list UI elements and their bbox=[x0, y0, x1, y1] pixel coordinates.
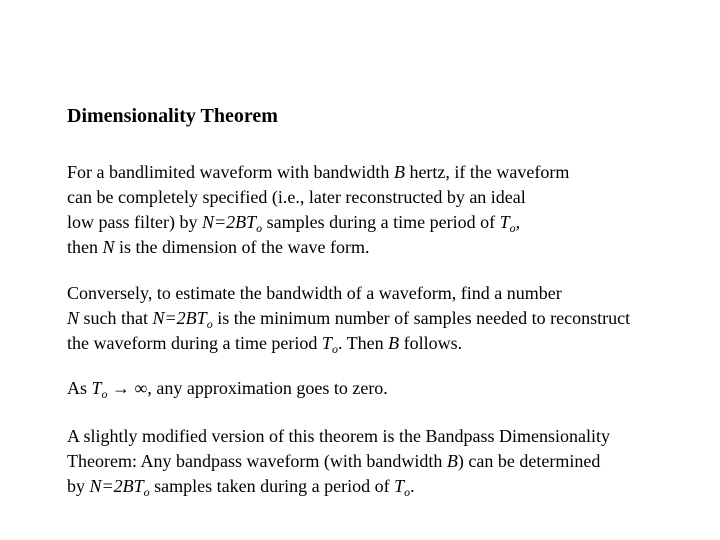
limit-expression: → ∞ bbox=[107, 378, 148, 398]
text: , bbox=[515, 212, 521, 232]
variable-n: N bbox=[67, 308, 80, 328]
text: A slightly modified version of this theorem is the Bandpass Dimensionality bbox=[67, 426, 610, 446]
subscript: o bbox=[101, 387, 108, 401]
text-line bbox=[67, 235, 569, 260]
text: Theorem: Any bandpass waveform (with bandwidth bbox=[67, 451, 447, 471]
subscript: o bbox=[256, 221, 263, 235]
variable-t: T bbox=[499, 212, 510, 232]
paragraph-converse bbox=[67, 281, 630, 356]
text: . bbox=[410, 476, 415, 496]
text-line bbox=[67, 331, 630, 356]
variable-b: B bbox=[388, 333, 400, 353]
subscript: o bbox=[404, 485, 411, 499]
text-line bbox=[67, 376, 388, 401]
subscript: o bbox=[509, 221, 516, 235]
paragraph-limit bbox=[67, 376, 388, 401]
variable-n: N bbox=[102, 237, 115, 257]
text: hertz, if the waveform bbox=[404, 162, 570, 182]
variable-b: B bbox=[446, 451, 458, 471]
slide-title: Dimensionality Theorem bbox=[67, 105, 278, 127]
variable-b: B bbox=[393, 162, 405, 182]
formula: N=2BT bbox=[201, 212, 257, 232]
text: For a bandlimited waveform with bandwidth bbox=[67, 162, 394, 182]
text-line bbox=[67, 160, 569, 185]
text-line bbox=[67, 281, 630, 306]
text: samples during a time period of bbox=[262, 212, 500, 232]
text: then bbox=[67, 237, 103, 257]
text: Conversely, to estimate the bandwidth of a waveform, find a number bbox=[67, 283, 562, 303]
subscript: o bbox=[206, 317, 213, 331]
subscript: o bbox=[331, 342, 338, 356]
variable-t: T bbox=[394, 476, 405, 496]
paragraph-definition bbox=[67, 160, 569, 260]
formula: N=2BT bbox=[89, 476, 144, 496]
paragraph-bandpass bbox=[67, 424, 610, 499]
formula: N=2BT bbox=[152, 308, 207, 328]
variable-t: T bbox=[321, 333, 332, 353]
text: is the minimum number of samples needed to reconstruct bbox=[212, 308, 631, 328]
text: , any approximation goes to zero. bbox=[147, 378, 388, 398]
text: low pass filter) by bbox=[67, 212, 202, 232]
text-line bbox=[67, 474, 610, 499]
text: can be completely specified (i.e., later reconstructed by an ideal bbox=[67, 187, 526, 207]
text: the waveform during a time period bbox=[67, 333, 322, 353]
text: by bbox=[67, 476, 90, 496]
text: ) can be determined bbox=[457, 451, 601, 471]
text-line bbox=[67, 306, 630, 331]
text-line bbox=[67, 210, 569, 235]
text-line bbox=[67, 185, 569, 210]
text: . Then bbox=[337, 333, 389, 353]
subscript: o bbox=[143, 485, 150, 499]
text: is the dimension of the wave form. bbox=[114, 237, 370, 257]
text: follows. bbox=[399, 333, 463, 353]
text-line bbox=[67, 449, 610, 474]
text: samples taken during a period of bbox=[149, 476, 395, 496]
text: such that bbox=[79, 308, 153, 328]
text-line bbox=[67, 424, 610, 449]
variable-t: T bbox=[91, 378, 102, 398]
text: As bbox=[67, 378, 92, 398]
